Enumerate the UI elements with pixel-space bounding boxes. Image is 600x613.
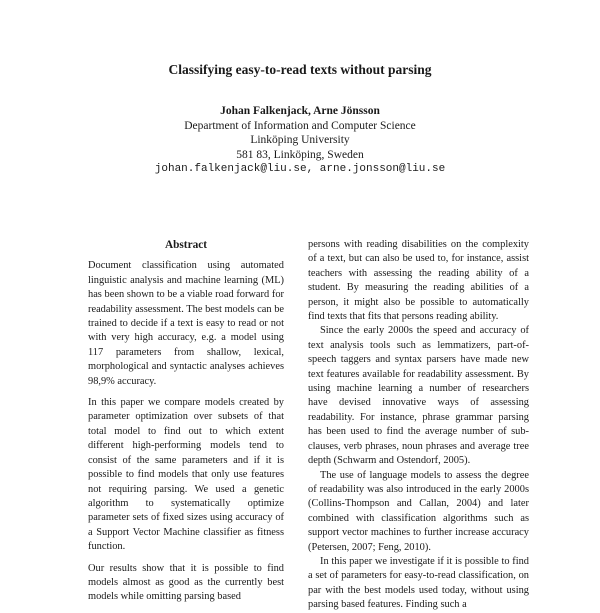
abstract-paragraph: In this paper we compare models created by parameter optimization over subsets of that total model to find out to which extent different high-performing models tend to consist of the same parameters and if it is possible to find models that only use features not requiring parsing. We used a genetic algorithm to systematically optimize parameter sets of fixed sizes using accuracy of a Support Vector Machine classifier as fitness function. bbox=[88, 397, 284, 553]
abstract-paragraph: Document classification using automated linguistic analysis and machine learning (ML) has been shown to be a viable road forward for readability assessment. The best models can be trained to decide if a text is easy to read or not with very high accuracy, e.g. a model using 117 parameters from shallow, lexical, morphological and syntactic analyses achieves 98,9% accuracy. bbox=[88, 260, 284, 387]
author-university: Linköping University bbox=[250, 134, 350, 146]
body-paragraph: Since the early 2000s the speed and accuracy of text analysis tools such as lemmatizers, part-of-speech taggers and syntax parsers have made new text features available for readability assessment. By using machine learning a number of researchers have devised innovative ways of assessing readability. For instance, phrase grammar parsing has been used to find the average number of sub-clauses, verb phrases, noun phrases and average tree depth (Schwarm and Ostendorf, 2005). bbox=[308, 325, 529, 467]
right-column bbox=[308, 238, 529, 613]
author-address: 581 83, Linköping, Sweden bbox=[236, 148, 364, 161]
author-emails: johan.falkenjack@liu.se, arne.jonsson@liu.se bbox=[154, 163, 446, 175]
abstract-paragraph: Our results show that it is possible to find models almost as good as the currently best models while omitting parsing based bbox=[88, 562, 284, 603]
left-column bbox=[88, 238, 284, 612]
body-paragraph: persons with reading disabilities on the complexity of a text, but can also be used to, for instance, assist teachers with assessing the reading ability of a student. By measuring the reading abilities of a person, it might also be possible to automatically find texts that fits that persons reading ability. bbox=[308, 239, 529, 323]
body-paragraph: In this paper we investigate if it is possible to find a set of parameters for easy-to-read classification, on par with the best models used today, without using parsing based features. Finding such a bbox=[308, 555, 529, 611]
author-department: Department of Information and Computer Science bbox=[184, 119, 416, 132]
author-names: Johan Falkenjack, Arne Jönsson bbox=[220, 105, 380, 117]
abstract-heading: Abstract bbox=[164, 239, 208, 251]
body-paragraph: The use of language models to assess the degree of readability was also introduced in the early 2000s (Collins-Thompson and Callan, 2004) and later combined with classification algorithms such as support vector machines to further increase accuracy (Petersen, 2007; Feng, 2010). bbox=[308, 469, 529, 553]
paper-title: Classifying easy-to-read texts without parsing bbox=[168, 62, 432, 77]
author-block bbox=[0, 104, 600, 177]
